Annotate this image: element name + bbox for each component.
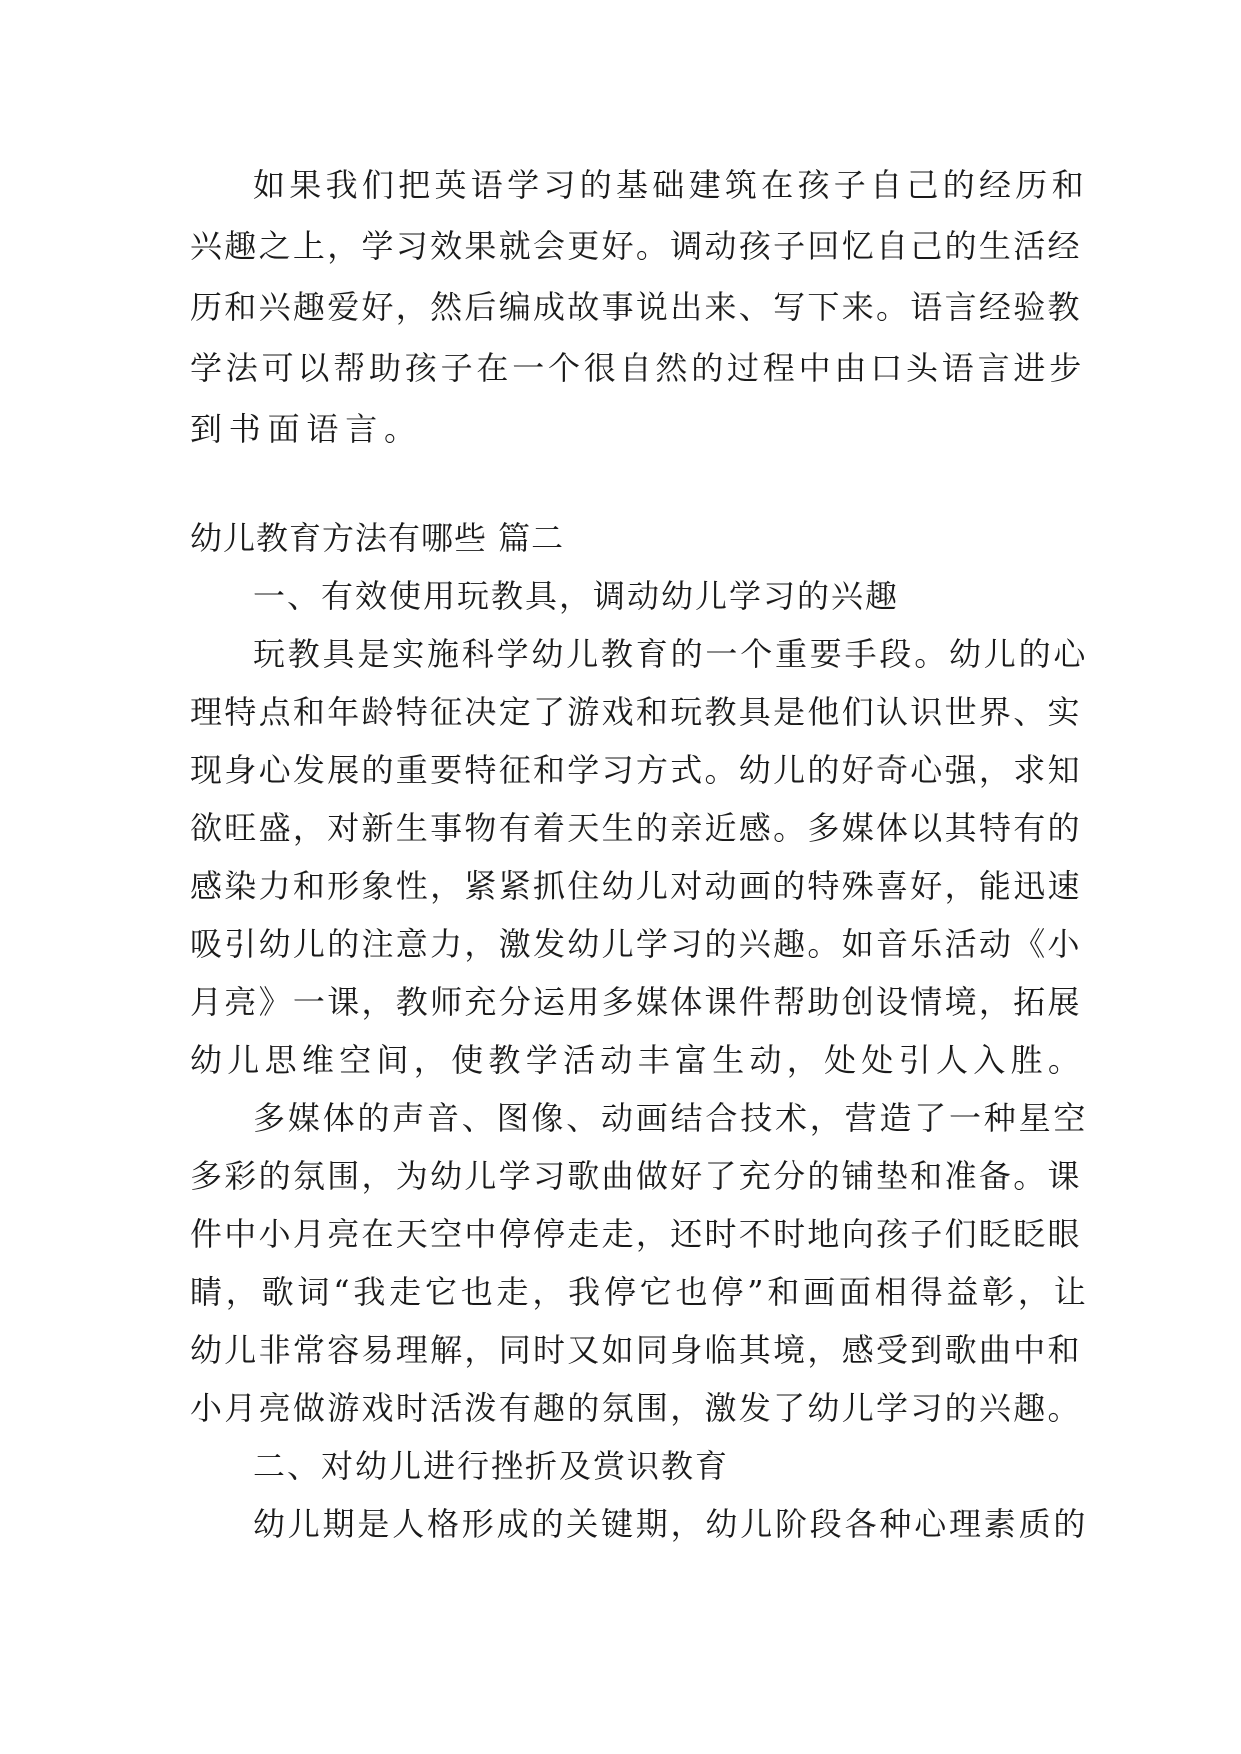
- paragraph-2-line-5: 感染力和形象性，紧紧抓住幼儿对动画的特殊喜好，能迅速: [190, 867, 1082, 905]
- paragraph-2-line-6: 吸引幼儿的注意力，激发幼儿学习的兴趣。如音乐活动《小: [190, 925, 1082, 963]
- paragraph-3-line-1: 多媒体的声音、图像、动画结合技术，营造了一种星空: [253, 1099, 1089, 1137]
- paragraph-2-line-3: 现身心发展的重要特征和学习方式。幼儿的好奇心强，求知: [190, 751, 1082, 789]
- paragraph-3-line-4: 睛，歌词“我走它也走，我停它也停”和画面相得益彰，让: [190, 1273, 1090, 1311]
- subheading-2: 二、对幼儿进行挫折及赏识教育: [253, 1447, 730, 1485]
- paragraph-1-line-1: 如果我们把英语学习的基础建筑在孩子自己的经历和: [253, 166, 1088, 204]
- subheading-1: 一、有效使用玩教具，调动幼儿学习的兴趣: [253, 577, 900, 615]
- paragraph-4-line-1: 幼儿期是人格形成的关键期，幼儿阶段各种心理素质的: [253, 1505, 1089, 1543]
- paragraph-3-line-6: 小月亮做游戏时活泼有趣的氛围，激发了幼儿学习的兴趣。: [190, 1389, 1082, 1427]
- paragraph-1-line-5: 到书面语言。: [190, 410, 423, 448]
- paragraph-2-line-7: 月亮》一课，教师充分运用多媒体课件帮助创设情境，拓展: [190, 983, 1082, 1021]
- paragraph-1-line-2: 兴趣之上，学习效果就会更好。调动孩子回忆自己的生活经: [190, 227, 1082, 265]
- paragraph-1-line-4: 学法可以帮助孩子在一个很自然的过程中由口头语言进步: [190, 349, 1086, 387]
- paragraph-3-line-5: 幼儿非常容易理解，同时又如同身临其境，感受到歌曲中和: [190, 1331, 1082, 1369]
- paragraph-2-line-8: 幼儿思维空间，使教学活动丰富生动，处处引人入胜。: [190, 1041, 1086, 1079]
- paragraph-2-line-4: 欲旺盛，对新生事物有着天生的亲近感。多媒体以其特有的: [190, 809, 1082, 847]
- section-heading: 幼儿教育方法有哪些 篇二: [190, 519, 565, 557]
- paragraph-2-line-2: 理特点和年龄特征决定了游戏和玩教具是他们认识世界、实: [190, 693, 1082, 731]
- paragraph-2-line-1: 玩教具是实施科学幼儿教育的一个重要手段。幼儿的心: [253, 635, 1089, 673]
- paragraph-3-line-3: 件中小月亮在天空中停停走走，还时不时地向孩子们眨眨眼: [190, 1215, 1082, 1253]
- paragraph-1-line-3: 历和兴趣爱好，然后编成故事说出来、写下来。语言经验教: [190, 288, 1082, 326]
- paragraph-3-line-2: 多彩的氛围，为幼儿学习歌曲做好了充分的铺垫和准备。课: [190, 1157, 1082, 1195]
